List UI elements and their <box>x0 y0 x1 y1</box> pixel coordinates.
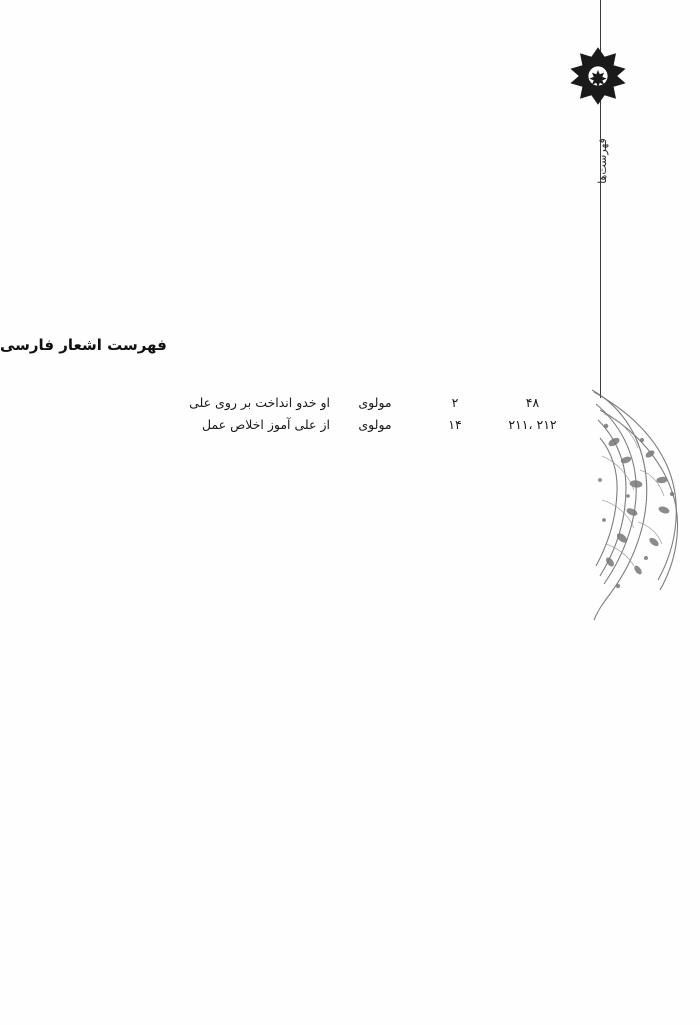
cell-verse: ۲ <box>451 395 459 410</box>
cell-poet: مولوی <box>358 395 392 410</box>
cell-title: از علی آموز اخلاص عمل <box>201 417 330 432</box>
cell-verse: ۱۴ <box>448 417 462 432</box>
star-rosette-icon <box>568 46 628 106</box>
table-row <box>150 414 575 436</box>
table-row <box>150 392 575 414</box>
floral-medallion-icon <box>580 380 700 630</box>
poem-index-table <box>150 392 575 436</box>
cell-title: او خدو انداخت بر روی علی <box>189 395 330 410</box>
cell-page: ۴۸ <box>525 395 540 410</box>
page-title: فهرست اشعار فارسی <box>0 336 167 354</box>
running-title: فهرست‌ها <box>596 138 609 184</box>
cell-page: ۲۱۲ ،۲۱۱ <box>508 417 557 432</box>
cell-poet: مولوی <box>358 417 392 432</box>
